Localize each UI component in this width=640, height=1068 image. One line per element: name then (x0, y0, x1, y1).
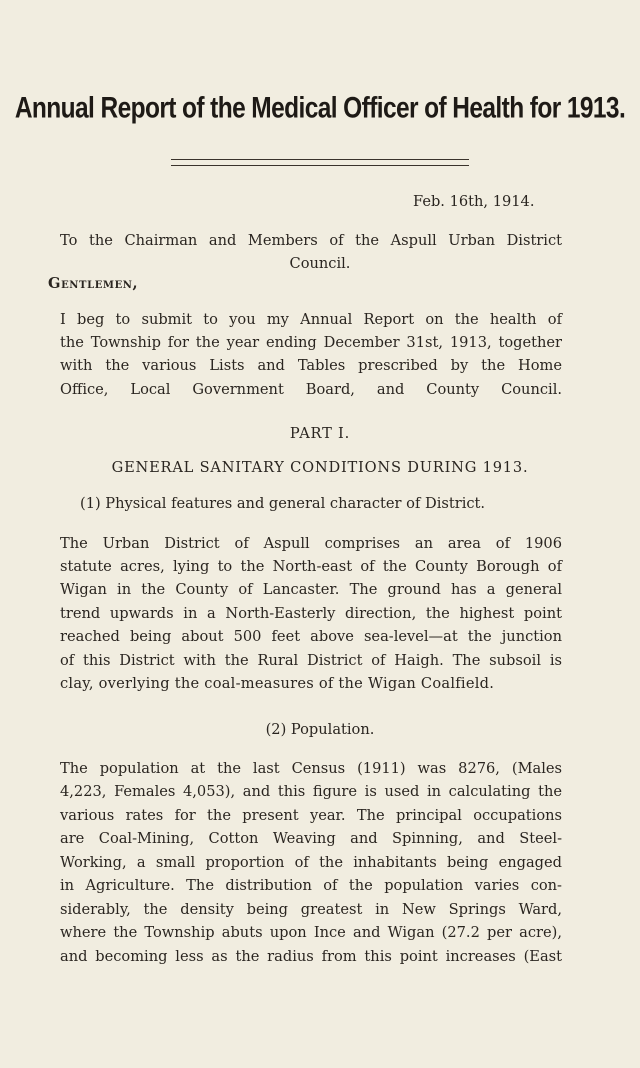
salutation: Gentlemen, (48, 275, 139, 292)
paragraph-line: siderably, the density being greatest in New Springs Ward, (60, 901, 562, 918)
paragraph-line: of this District with the Rural District of Haigh. The subsoil is (60, 652, 562, 669)
paragraph-line: various rates for the present year. The principal occupations (60, 807, 562, 824)
intro-line: the Township for the year ending December 31st, 1913, together (60, 334, 562, 351)
paragraph-line: where the Township abuts upon Ince and Wigan (27.2 per acre), (60, 924, 562, 941)
paragraph-line: in Agriculture. The distribution of the population varies con- (60, 877, 562, 894)
paragraph-line: trend upwards in a North-Easterly direction, the highest point (60, 605, 562, 622)
paragraph-line: and becoming less as the radius from this point increases (East (60, 948, 562, 965)
report-date: Feb. 16th, 1914. (413, 193, 535, 210)
paragraph-line: 4,223, Females 4,053), and this figure is used in calculating the (60, 783, 562, 800)
part-heading: PART I. (289, 425, 351, 442)
paragraph-line: clay, overlying the coal-measures of the Wigan Coalfield. (60, 675, 495, 692)
title-rule-lower (171, 165, 469, 166)
paragraph-line: are Coal-Mining, Cotton Weaving and Spinning, and Steel- (60, 830, 562, 847)
intro-line: with the various Lists and Tables prescribed by the Home (60, 357, 562, 374)
subsection-heading-physical: (1) Physical features and general character of District. (80, 495, 486, 512)
paragraph-line: Working, a small proportion of the inhabitants being engaged (60, 854, 562, 871)
paragraph-line: reached being about 500 feet above sea-level—at the junction (60, 628, 562, 645)
subsection-heading-population: (2) Population. (265, 721, 375, 738)
title-rule-upper (171, 159, 469, 160)
paragraph-line: statute acres, lying to the North-east of the County Borough of (60, 558, 562, 575)
address-line-2: Council. (289, 255, 351, 272)
intro-line: Office, Local Government Board, and County Council. (60, 381, 562, 398)
paragraph-line: The Urban District of Aspull comprises an area of 1906 (60, 535, 562, 552)
section-heading: GENERAL SANITARY CONDITIONS DURING 1913. (111, 459, 529, 476)
paragraph-line: Wigan in the County of Lancaster. The ground has a general (60, 581, 562, 598)
report-title: Annual Report of the Medical Officer of Health for 1913. (14, 92, 626, 125)
paragraph-line: The population at the last Census (1911) was 8276, (Males (60, 760, 562, 777)
intro-line: I beg to submit to you my Annual Report on the health of (60, 311, 562, 328)
address-line-1: To the Chairman and Members of the Aspull Urban District (60, 232, 562, 249)
